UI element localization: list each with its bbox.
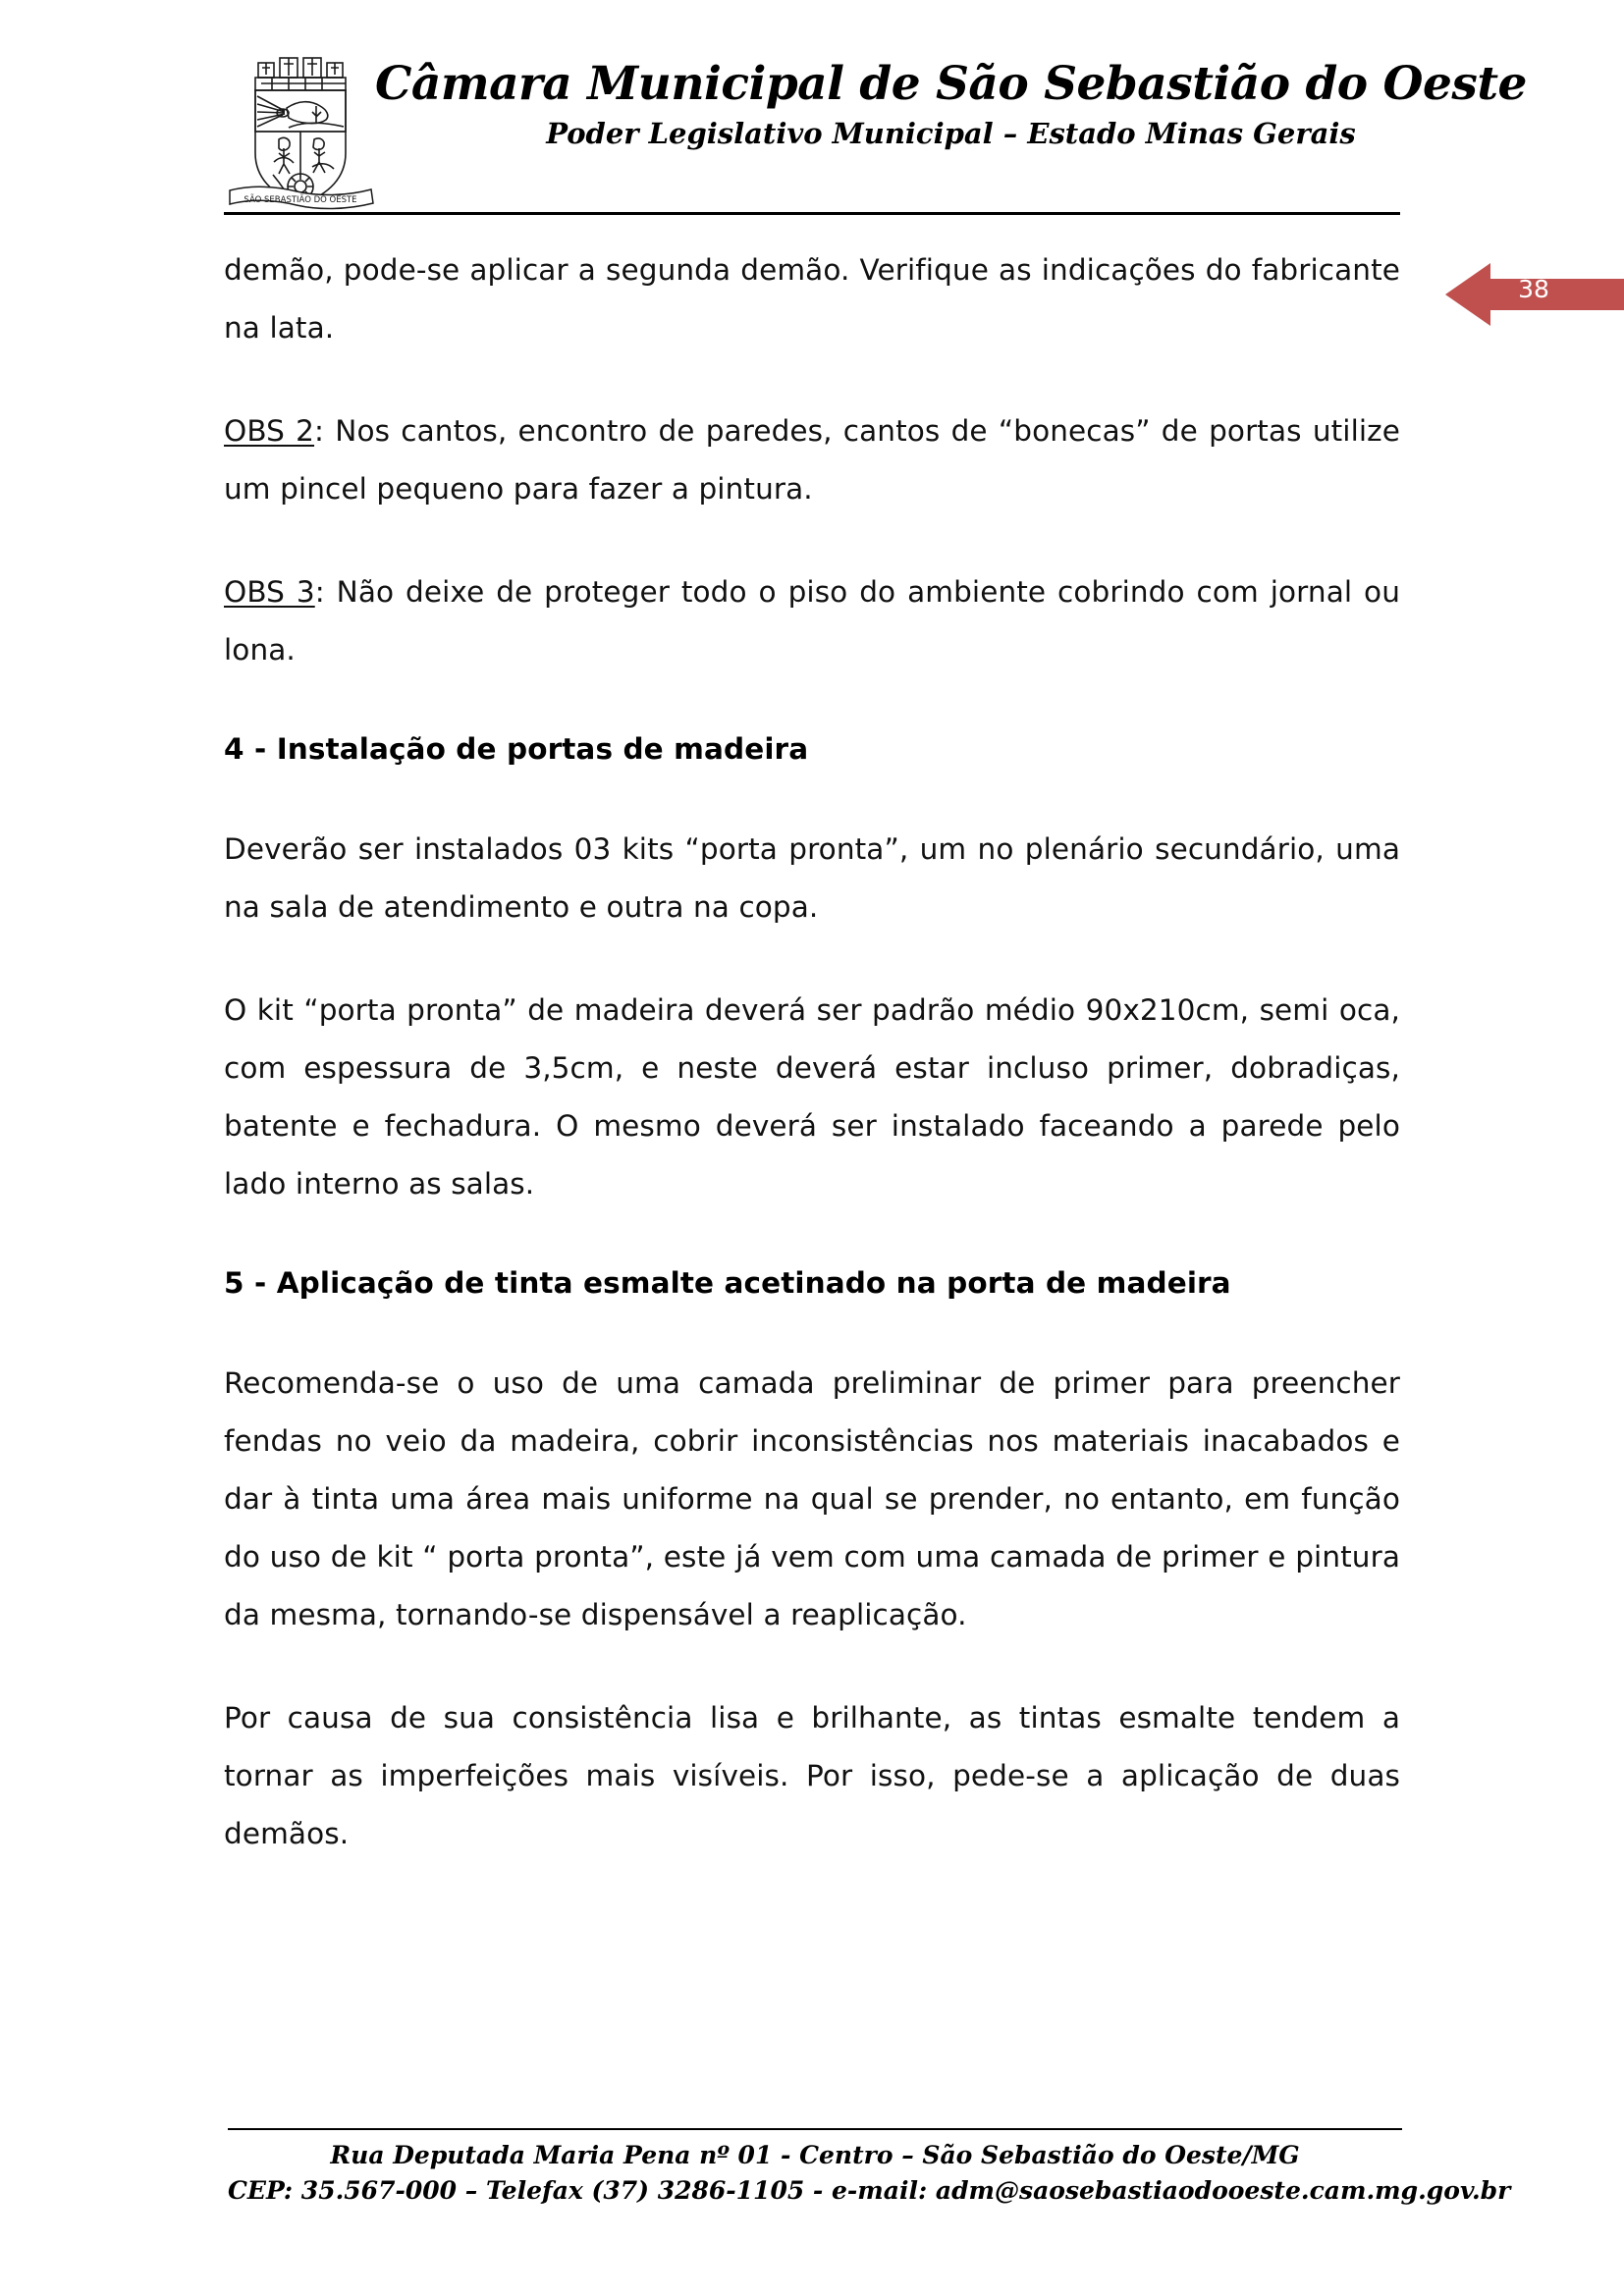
paragraph-4a: Deverão ser instalados 03 kits “porta pronta”, um no plenário secundário, uma na sala de atendimento e outra na copa.: [224, 832, 1400, 924]
paragraph-5a: Recomenda-se o uso de uma camada preliminar de primer para preencher fendas no veio da madeira, cobrir inconsistências nos materiais inacabados e dar à tinta uma área mais uniforme na qual se prender, no entanto, em função do uso de kit “ porta pronta”, este já vem com uma camada de primer e pintura da mesma, tornando-se dispensável a reaplicação.: [224, 1366, 1400, 1631]
paragraph-5b: Por causa de sua consistência lisa e brilhante, as tintas esmalte tendem a tornar as imperfeições mais visíveis. Por isso, pede-se a aplicação de duas demãos.: [224, 1701, 1400, 1850]
document-body: [224, 241, 1400, 1863]
header-title-block: [375, 37, 1527, 150]
footer-contact-line: CEP: 35.567-000 – Telefax (37) 3286-1105 - e-mail: adm@saosebastiaodooeste.cam.mg.gov.br: [228, 2176, 1511, 2206]
document-footer: [228, 2138, 1511, 2210]
paragraph-4b: O kit “porta pronta” de madeira deverá ser padrão médio 90x210cm, semi oca, com espessura de 3,5cm, e neste deverá estar incluso primer, dobradiças, batente e fechadura. O mesmo deverá ser instalado faceando a parede pelo lado interno as salas.: [224, 993, 1400, 1201]
obs3-text: : Não deixe de proteger todo o piso do ambiente cobrindo com jornal ou lona.: [224, 575, 1400, 667]
footer-address-line: Rua Deputada Maria Pena nº 01 - Centro – São Sebastião do Oeste/MG: [330, 2141, 1300, 2169]
footer-divider-rule: [228, 2128, 1402, 2130]
obs3-label: OBS 3: [224, 575, 315, 609]
obs2-label: OBS 2: [224, 414, 315, 448]
section-heading-5: 5 - Aplicação de tinta esmalte acetinado na porta de madeira: [224, 1266, 1231, 1300]
organization-title: Câmara Municipal de São Sebastião do Oeste: [375, 57, 1527, 111]
paragraph-demao: [224, 241, 1400, 357]
obs2-text: : Nos cantos, encontro de paredes, cantos de “bonecas” de portas utilize um pincel pequeno para fazer a pintura.: [224, 414, 1400, 506]
crest-ribbon-text: SÃO SEBASTIÃO DO OESTE: [244, 195, 357, 205]
header-divider-rule: [224, 212, 1400, 215]
organization-subtitle: Poder Legislativo Municipal – Estado Minas Gerais: [546, 116, 1356, 150]
paragraph-demao-text: demão, pode-se aplicar a segunda demão. Verifique as indicações do fabricante na lata.: [224, 253, 1400, 345]
paragraph-obs2: [224, 402, 1400, 518]
coat-of-arms-crest-icon: [228, 37, 375, 214]
section-heading-4: 4 - Instalação de portas de madeira: [224, 732, 809, 766]
document-header: [228, 37, 1527, 214]
page-number-label: 38: [1518, 275, 1549, 303]
paragraph-obs3: [224, 563, 1400, 679]
page-number-arrow-annotation: [1445, 261, 1624, 328]
